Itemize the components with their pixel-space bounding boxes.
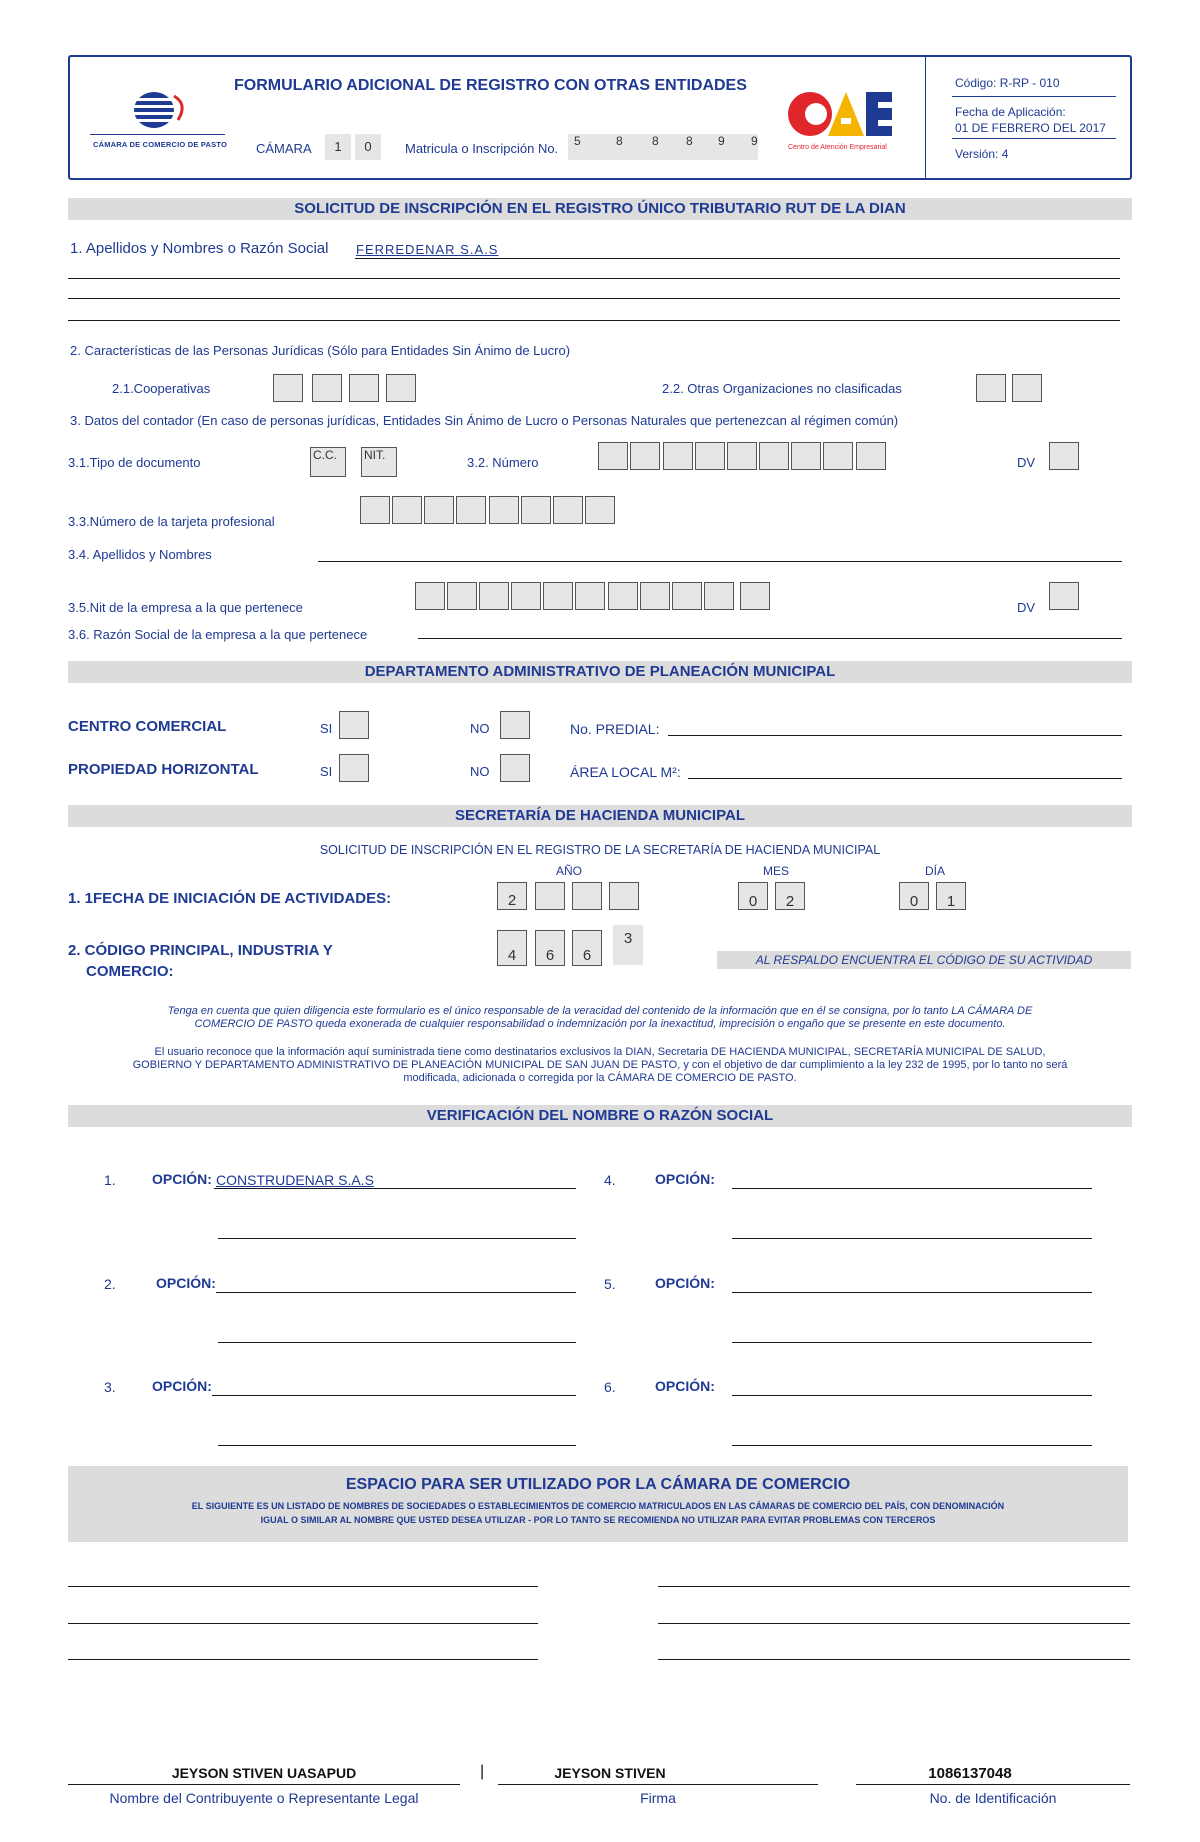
disclaimer-p2-line1: El usuario reconoce que la información aquí suministrada tiene como destinatarios exclusivos la DIAN, Secretaria DE HACIENDA MUNICIPAL, SECRETARÍA MUNICIPAL DE SALUD, (154, 1046, 1046, 1058)
nit-empresa-box-5[interactable] (543, 582, 573, 610)
tarjeta-box-3[interactable] (424, 496, 454, 524)
camara-space-title: ESPACIO PARA SER UTILIZADO POR LA CÁMARA DE COMERCIO (345, 1476, 851, 1493)
option-4-line-1[interactable] (732, 1188, 1092, 1189)
tarjeta-box-1[interactable] (360, 496, 390, 524)
dv-box-1[interactable] (1049, 442, 1079, 470)
codigo-box-1[interactable]: 4 (497, 930, 527, 966)
camara-label: CÁMARA (256, 141, 312, 156)
ano-label: AÑO (556, 864, 583, 878)
firma-value[interactable]: JEYSON STIVEN (554, 1765, 666, 1781)
nit-empresa-box-6[interactable] (575, 582, 605, 610)
mes-label: MES (763, 864, 790, 878)
hacienda-subtitle: SOLICITUD DE INSCRIPCIÓN EN EL REGISTRO DE LA SECRETARÍA DE HACIENDA MUNICIPAL (319, 843, 881, 857)
option-6-line-2 (732, 1445, 1092, 1446)
matricula-digit-1: 5 (574, 134, 581, 148)
option-3-line-1[interactable] (212, 1395, 576, 1396)
disclaimer-p1-line2: COMERCIO DE PASTO queda exonerada de cualquier responsabilidad o indemnización por la inexactitud, imprecisión o engaño que se presente en este documento. (194, 1018, 1006, 1030)
codigo-box-2[interactable]: 6 (535, 930, 565, 966)
option-6-line-1[interactable] (732, 1395, 1092, 1396)
form-title: FORMULARIO ADICIONAL DE REGISTRO CON OTRAS ENTIDADES (234, 77, 747, 94)
option-1-line-2 (218, 1238, 576, 1239)
info-rule-2 (952, 138, 1116, 139)
centro-no-label: NO (470, 721, 490, 736)
numero-box-6[interactable] (759, 442, 789, 470)
tarjeta-box-2[interactable] (392, 496, 422, 524)
option-4-line-2 (732, 1238, 1092, 1239)
dv-label-1: DV (1017, 455, 1036, 470)
q21-label: 2.1.Cooperativas (112, 381, 211, 396)
centro-comercial-label: CENTRO COMERCIAL (68, 718, 227, 735)
q1-value[interactable]: FERREDENAR S.A.S (356, 242, 499, 257)
contribuyente-line (68, 1784, 460, 1785)
option-4-label: OPCIÓN: (655, 1171, 715, 1187)
propiedad-si-label: SI (320, 764, 333, 779)
firma-label: Firma (640, 1790, 676, 1806)
mes-box-1[interactable]: 0 (738, 882, 768, 910)
nit-empresa-box-4[interactable] (511, 582, 541, 610)
ano-box-1[interactable]: 2 (497, 882, 527, 910)
coop-box-4[interactable] (386, 374, 416, 402)
option-1-value[interactable]: CONSTRUDENAR S.A.S (216, 1172, 374, 1188)
nit-empresa-box-10[interactable] (704, 582, 734, 610)
cae-logo (786, 88, 911, 144)
predial-label: No. PREDIAL: (570, 721, 660, 737)
ano-box-4[interactable] (609, 882, 639, 910)
option-2-label: OPCIÓN: (156, 1275, 216, 1291)
option-2-line-2 (218, 1342, 576, 1343)
q35-label: 3.5.Nit de la empresa a la que pertenece (68, 600, 303, 615)
matricula-label: Matricula o Inscripción No. (405, 141, 559, 156)
matricula-digit-4: 8 (686, 134, 693, 148)
razon-social-empresa-line[interactable] (418, 638, 1122, 639)
propiedad-no-box[interactable] (500, 754, 530, 782)
camara-digit-1[interactable]: 1 (325, 134, 351, 160)
option-1-num: 1. (104, 1172, 116, 1188)
q1-line-3 (68, 298, 1120, 299)
disclaimer-p1-line1: Tenga en cuenta que quien diligencia este formulario es el único responsable de la veracidad del contenido de la información que en él se consigna, por lo tanto LA CÁMARA DE (167, 1005, 1033, 1017)
otras-box-1[interactable] (976, 374, 1006, 402)
option-3-line-2 (218, 1445, 576, 1446)
option-2-num: 2. (104, 1276, 116, 1292)
firma-line (498, 1784, 818, 1785)
identificacion-line (856, 1784, 1130, 1785)
coop-box-2[interactable] (312, 374, 342, 402)
nit-empresa-box-11[interactable] (740, 582, 770, 610)
otras-box-2[interactable] (1012, 374, 1042, 402)
q3-label: 3. Datos del contador (En caso de personas jurídicas, Entidades Sin Ánimo de Lucro o Personas Naturales que pertenezcan al régimen común) (70, 413, 899, 428)
dia-box-2[interactable]: 1 (936, 882, 966, 910)
q2-label: 2. Características de las Personas Jurídicas (Sólo para Entidades Sin Ánimo de Lucro) (70, 343, 571, 358)
tarjeta-box-8[interactable] (585, 496, 615, 524)
camara-digit-2[interactable]: 0 (355, 134, 381, 160)
q32-label: 3.2. Número (467, 455, 539, 470)
option-5-line-2 (732, 1342, 1092, 1343)
matricula-digit-3: 8 (652, 134, 659, 148)
dia-box-1[interactable]: 0 (899, 882, 929, 910)
matricula-field[interactable] (568, 134, 758, 160)
cc-checkbox[interactable]: C.C. (310, 447, 346, 477)
planeacion-section-bar: DEPARTAMENTO ADMINISTRATIVO DE PLANEACIÓN MUNICIPAL (68, 661, 1132, 683)
nit-empresa-box-8[interactable] (640, 582, 670, 610)
option-5-num: 5. (604, 1276, 616, 1292)
numero-box-2[interactable] (630, 442, 660, 470)
codigo-principal-label-2: COMERCIO: (86, 963, 174, 980)
option-2-line-1[interactable] (216, 1292, 576, 1293)
numero-box-9[interactable] (856, 442, 886, 470)
q36-label: 3.6. Razón Social de la empresa a la que pertenece (68, 627, 368, 642)
signature-separator: | (480, 1763, 485, 1780)
contribuyente-label: Nombre del Contribuyente o Representante Legal (109, 1790, 419, 1806)
codigo-text: Código: R-RP - 010 (955, 76, 1060, 90)
option-1-label: OPCIÓN: (152, 1171, 212, 1187)
disclaimer-p2-line3: modificada, adicionada o corregida por la CÁMARA DE COMERCIO DE PASTO. (403, 1072, 797, 1084)
info-rule-1 (952, 96, 1116, 97)
codigo-box-4[interactable]: 3 (613, 925, 643, 965)
disclaimer-p2-line2: GOBIERNO Y DEPARTAMENTO ADMINISTRATIVO DE PLANEACIÓN MUNICIPAL DE SAN JUAN DE PASTO, y con el objetivo de dar cumplimiento a la ley 232 de 1995, por lo tanto no será (132, 1059, 1068, 1071)
propiedad-no-label: NO (470, 764, 490, 779)
nit-empresa-box-2[interactable] (447, 582, 477, 610)
q1-line-1 (355, 258, 1120, 259)
tarjeta-box-7[interactable] (553, 496, 583, 524)
option-5-line-1[interactable] (732, 1292, 1092, 1293)
centro-si-box[interactable] (339, 711, 369, 739)
ano-box-2[interactable] (535, 882, 565, 910)
info-divider (925, 57, 926, 178)
numero-box-8[interactable] (823, 442, 853, 470)
codigo-box-3[interactable]: 6 (572, 930, 602, 966)
version-text: Versión: 4 (955, 147, 1009, 161)
q1-line-4 (68, 320, 1120, 321)
numero-box-3[interactable] (663, 442, 693, 470)
q22-label: 2.2. Otras Organizaciones no clasificadas (662, 381, 902, 396)
area-local-line[interactable] (688, 778, 1122, 779)
listado-line-r3[interactable] (658, 1659, 1130, 1660)
ano-box-3[interactable] (572, 882, 602, 910)
tarjeta-box-4[interactable] (456, 496, 486, 524)
matricula-digit-6: 9 (751, 134, 758, 148)
codigo-principal-label-1: 2. CÓDIGO PRINCIPAL, INDUSTRIA Y (68, 942, 333, 959)
fecha-aplicacion-label: Fecha de Aplicación: (955, 105, 1066, 119)
camara-space-line1: EL SIGUIENTE ES UN LISTADO DE NOMBRES DE SOCIEDADES O ESTABLECIMIENTOS DE COMERCIO MATRICULADOS EN LAS CÁMARAS DE COMERCIO DEL PAÍS, CON DENOMINACIÓN (191, 1501, 1005, 1511)
option-6-label: OPCIÓN: (655, 1378, 715, 1394)
respaldo-note: AL RESPALDO ENCUENTRA EL CÓDIGO DE SU ACTIVIDAD (717, 951, 1131, 969)
centro-si-label: SI (320, 721, 333, 736)
centro-no-box[interactable] (500, 711, 530, 739)
coop-box-1[interactable] (273, 374, 303, 402)
camara-space-line2: IGUAL O SIMILAR AL NOMBRE QUE USTED DESEA UTILIZAR - POR LO TANTO SE RECOMIENDA NO UTILIZAR PARA EVITAR PROBLEMAS CON TERCEROS (260, 1515, 936, 1525)
listado-line-r1[interactable] (658, 1586, 1130, 1587)
q33-label: 3.3.Número de la tarjeta profesional (68, 514, 275, 529)
listado-line-l1[interactable] (68, 1586, 538, 1587)
coop-box-3[interactable] (349, 374, 379, 402)
q31-label: 3.1.Tipo de documento (68, 455, 201, 470)
matricula-digit-2: 8 (616, 134, 623, 148)
numero-box-4[interactable] (695, 442, 725, 470)
fecha-aplicacion-value: 01 DE FEBRERO DEL 2017 (955, 121, 1106, 135)
listado-line-l2[interactable] (68, 1623, 538, 1624)
cae-subtitle: Centro de Atención Empresarial (788, 144, 887, 151)
identificacion-label: No. de Identificación (929, 1790, 1057, 1806)
area-local-label: ÁREA LOCAL M²: (570, 764, 681, 780)
numero-box-7[interactable] (791, 442, 821, 470)
tarjeta-box-6[interactable] (521, 496, 551, 524)
q1-line-2 (68, 278, 1120, 279)
option-1-line-1 (214, 1188, 576, 1189)
dv-label-2: DV (1017, 600, 1036, 615)
listado-line-l3[interactable] (68, 1659, 538, 1660)
propiedad-horizontal-label: PROPIEDAD HORIZONTAL (68, 761, 259, 778)
dv-box-2[interactable] (1049, 582, 1079, 610)
numero-box-1[interactable] (598, 442, 628, 470)
predial-line[interactable] (668, 735, 1122, 736)
option-3-num: 3. (104, 1379, 116, 1395)
verificacion-section-bar: VERIFICACIÓN DEL NOMBRE O RAZÓN SOCIAL (68, 1105, 1132, 1127)
matricula-digit-5: 9 (718, 134, 725, 148)
apellidos-contador-line[interactable] (318, 561, 1122, 562)
tarjeta-box-5[interactable] (489, 496, 519, 524)
nit-empresa-box-7[interactable] (608, 582, 638, 610)
option-6-num: 6. (604, 1379, 616, 1395)
propiedad-si-box[interactable] (339, 754, 369, 782)
dia-label: DÍA (925, 864, 946, 878)
rut-section-bar: SOLICITUD DE INSCRIPCIÓN EN EL REGISTRO ÚNICO TRIBUTARIO RUT DE LA DIAN (68, 198, 1132, 220)
identificacion-value[interactable]: 1086137048 (928, 1765, 1012, 1782)
fecha-iniciacion-label: 1. 1FECHA DE INICIACIÓN DE ACTIVIDADES: (68, 890, 392, 907)
camara-logo-text: CÁMARA DE COMERCIO DE PASTO (92, 140, 228, 149)
option-3-label: OPCIÓN: (152, 1378, 212, 1394)
mes-box-2[interactable]: 2 (775, 882, 805, 910)
nit-empresa-box-9[interactable] (672, 582, 702, 610)
nit-empresa-box-1[interactable] (415, 582, 445, 610)
q1-label: 1. Apellidos y Nombres o Razón Social (70, 240, 329, 257)
hacienda-section-bar: SECRETARÍA DE HACIENDA MUNICIPAL (68, 805, 1132, 827)
option-4-num: 4. (604, 1172, 616, 1188)
contribuyente-name-value[interactable]: JEYSON STIVEN UASAPUD (171, 1765, 357, 1781)
nit-empresa-box-3[interactable] (479, 582, 509, 610)
numero-box-5[interactable] (727, 442, 757, 470)
option-5-label: OPCIÓN: (655, 1275, 715, 1291)
listado-line-r2[interactable] (658, 1623, 1130, 1624)
q34-label: 3.4. Apellidos y Nombres (68, 547, 212, 562)
nit-checkbox[interactable]: NIT. (361, 447, 397, 477)
